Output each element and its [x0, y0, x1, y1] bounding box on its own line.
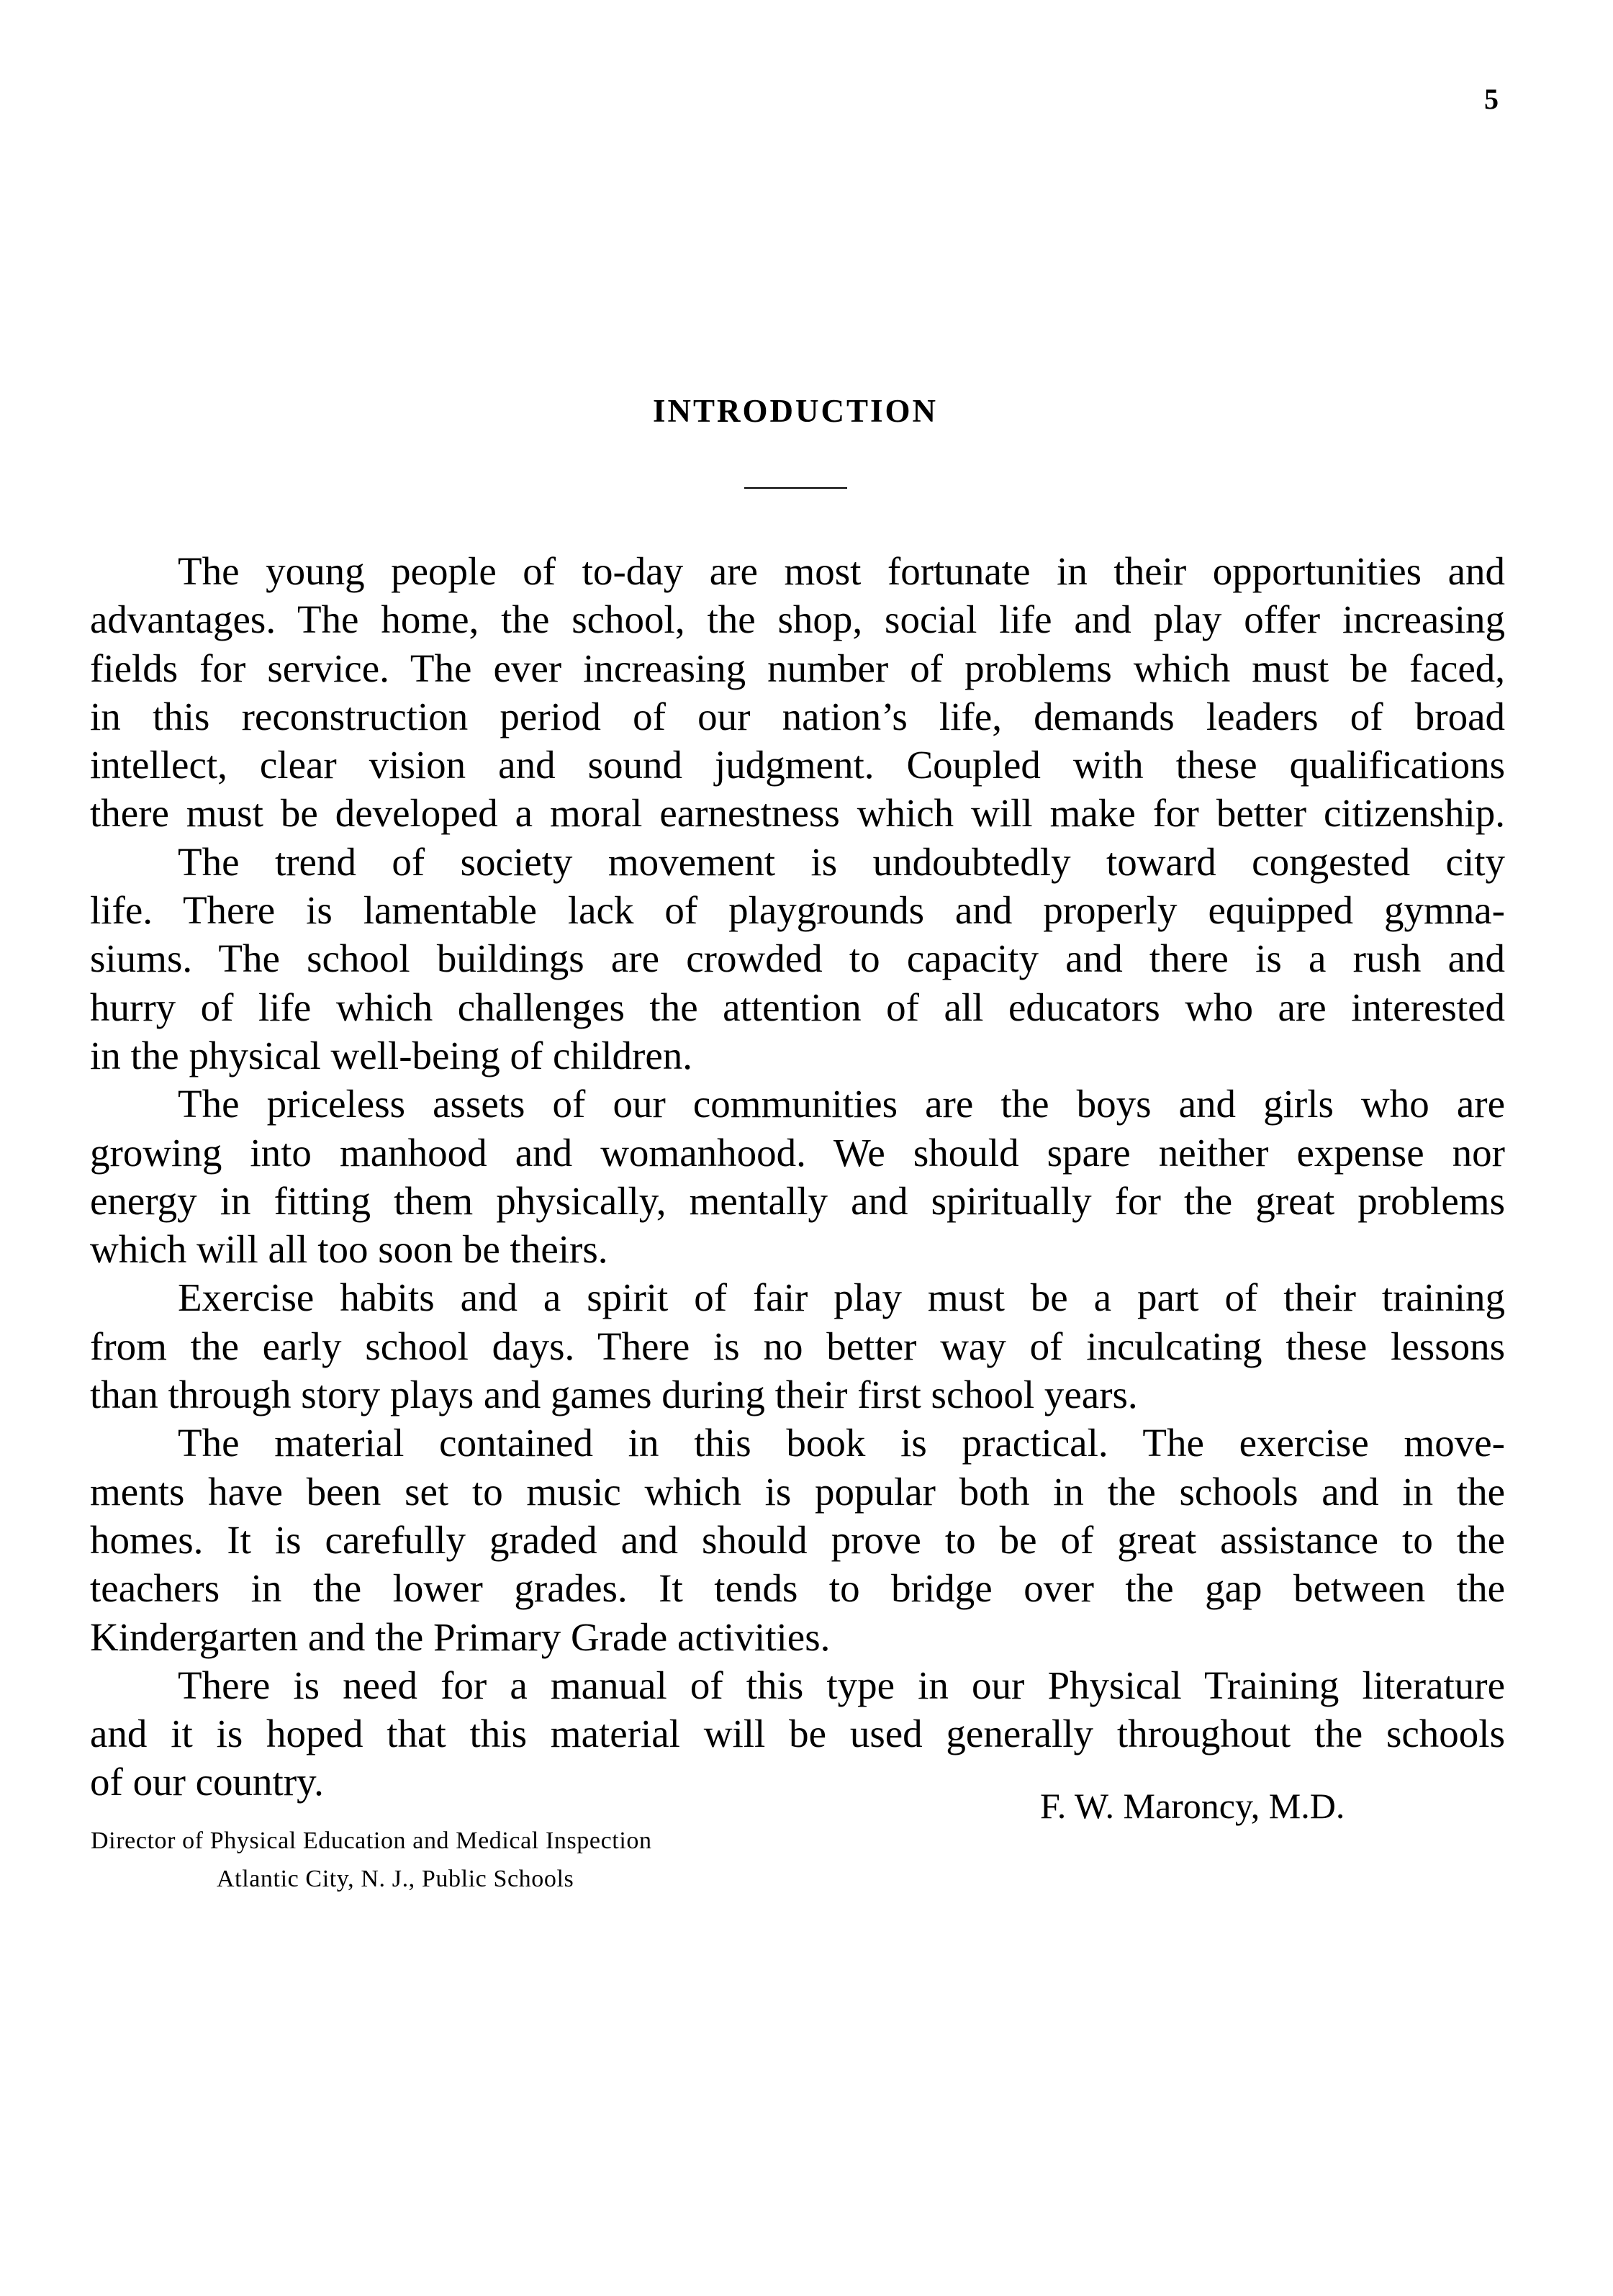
introduction-body [90, 547, 1505, 1807]
text-line: growing into manhood and womanhood. We should spare neither expense nor [90, 1130, 1505, 1175]
text-line: ments have been set to music which is popular both in the schools and in the [90, 1469, 1505, 1514]
text-line: homes. It is carefully graded and should prove to be of great assistance to the [90, 1517, 1505, 1562]
text-line: intellect, clear vision and sound judgment. Coupled with these qualifications [90, 743, 1505, 787]
paragraph [90, 838, 1505, 1080]
text-line: in the physical well-being of children. [90, 1033, 692, 1077]
text-line: which will all too soon be theirs. [90, 1227, 608, 1272]
text-line: Kindergarten and the Primary Grade activities. [90, 1614, 831, 1659]
text-line: There is need for a manual of this type in our Physical Training literature [178, 1663, 1505, 1707]
text-line: The trend of society movement is undoubtedly toward congested city [178, 839, 1505, 884]
text-line: in this reconstruction period of our nation’s life, demands leaders of broad [90, 694, 1505, 738]
text-line: teachers in the lower grades. It tends to bridge over the gap between the [90, 1566, 1505, 1611]
author-signature: F. W. Maroncy, M.D. [1040, 1786, 1345, 1826]
author-title-line: Director of Physical Education and Medical Inspection [91, 1827, 652, 1854]
text-line: from the early school days. There is no better way of inculcating these lessons [90, 1324, 1505, 1368]
paragraph [90, 1419, 1505, 1660]
text-line: hurry of life which challenges the attention of all educators who are interested [90, 985, 1505, 1029]
text-line: advantages. The home, the school, the shop, social life and play offer increasing [90, 597, 1505, 642]
author-affiliation-line: Atlantic City, N. J., Public Schools [217, 1866, 574, 1892]
text-line: The young people of to-day are most fortunate in their opportunities and [178, 549, 1505, 593]
text-line: there must be developed a moral earnestness which will make for better citizenship. [90, 791, 1505, 836]
paragraph [90, 1080, 1505, 1273]
text-line: than through story plays and games during their first school years. [90, 1373, 1138, 1417]
paragraph [90, 1273, 1505, 1419]
text-line: of our country. [90, 1760, 324, 1804]
text-line: energy in fitting them physically, mentally and spiritually for the great problems [90, 1178, 1505, 1223]
paragraph [90, 547, 1505, 838]
text-line: life. There is lamentable lack of playgrounds and properly equipped gymna- [90, 888, 1505, 933]
text-line: Exercise habits and a spirit of fair play must be a part of their training [178, 1275, 1505, 1320]
text-line: The priceless assets of our communities are the boys and girls who are [178, 1082, 1505, 1126]
text-line: The material contained in this book is practical. The exercise move- [178, 1421, 1505, 1465]
page-number: 5 [1484, 83, 1499, 115]
page-heading: INTRODUCTION [652, 393, 939, 429]
text-line: siums. The school buildings are crowded to capacity and there is a rush and [90, 936, 1505, 981]
heading-divider [744, 487, 847, 489]
author-title-block [91, 1822, 652, 1898]
text-line: and it is hoped that this material will be used generally throughout the schools [90, 1712, 1505, 1756]
text-line: fields for service. The ever increasing number of problems which must be faced, [90, 646, 1505, 690]
